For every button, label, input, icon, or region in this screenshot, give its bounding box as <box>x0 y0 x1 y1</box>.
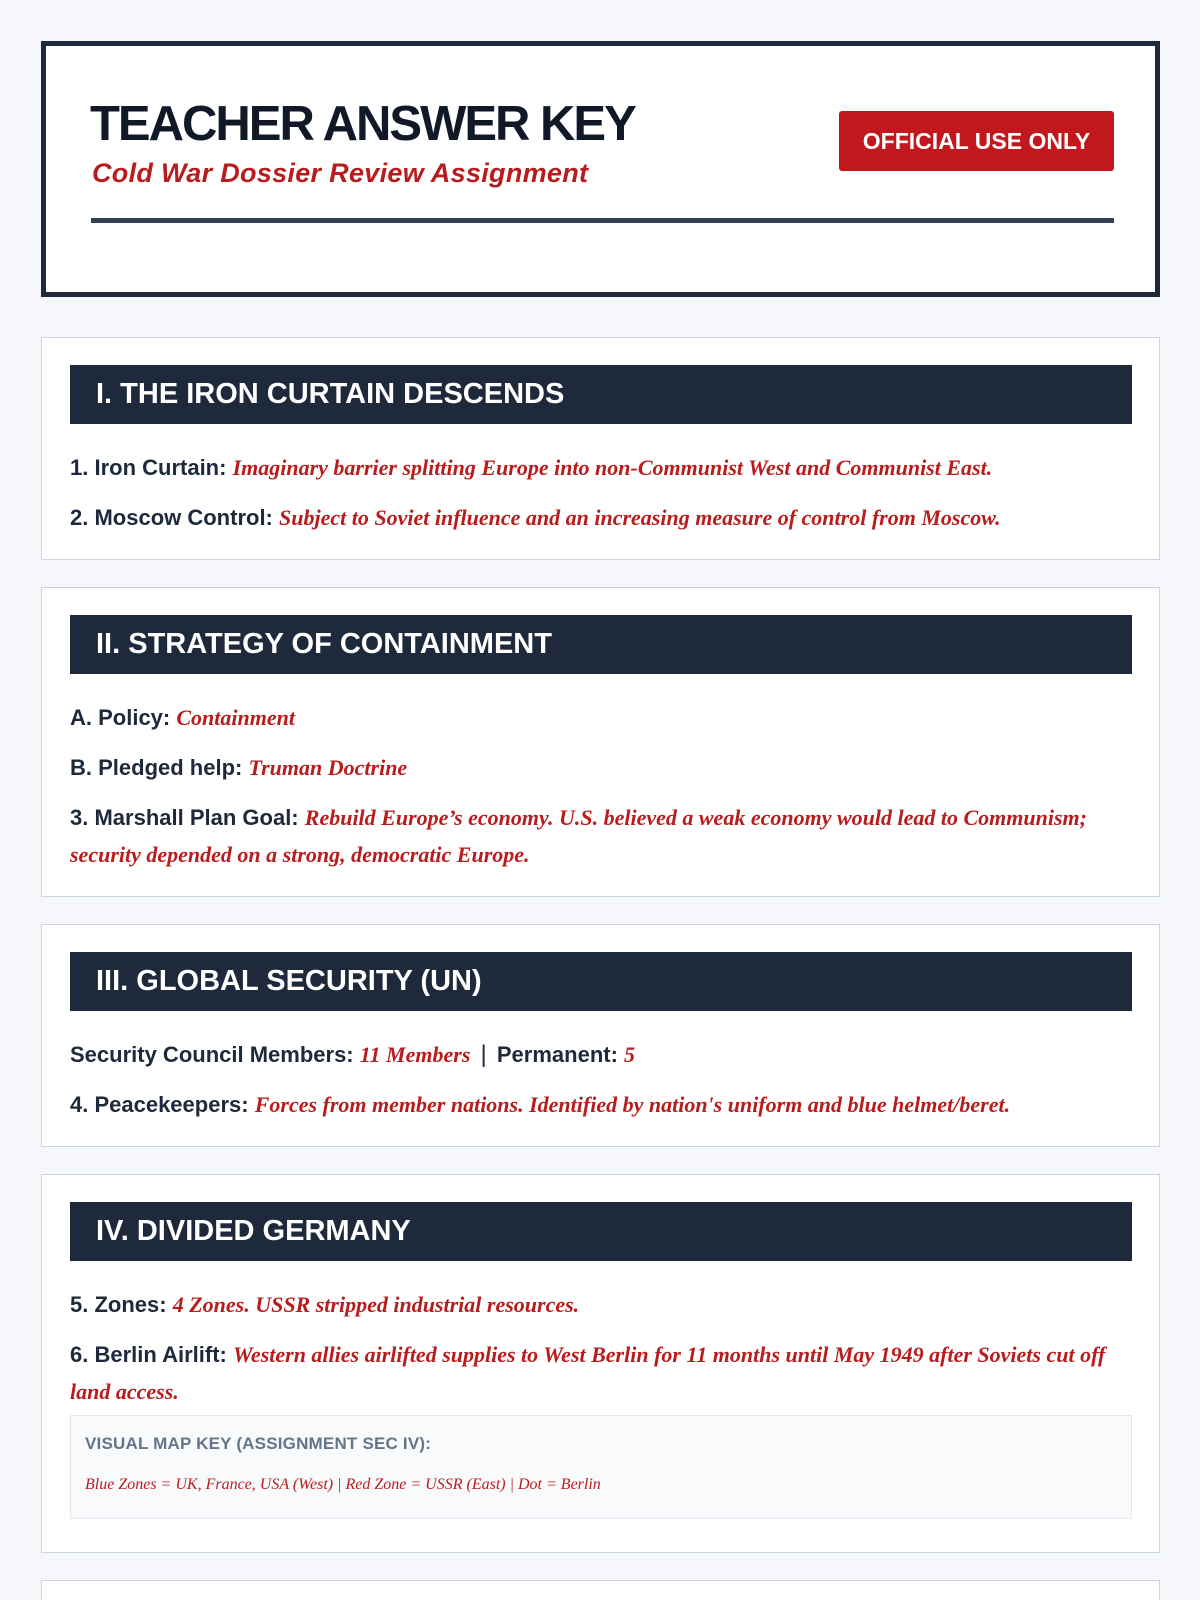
question-label: 6. Berlin Airlift: <box>70 1342 227 1367</box>
document-header <box>41 41 1160 297</box>
question-label: B. Pledged help: <box>70 755 243 780</box>
question-label: A. Policy: <box>70 705 171 730</box>
official-use-badge: OFFICIAL USE ONLY <box>839 111 1114 171</box>
map-key-title: VISUAL MAP KEY (ASSIGNMENT SEC IV): <box>85 1434 432 1453</box>
answer-text: Forces from member nations. Identified by nation's uniform and blue helmet/beret. <box>254 1092 1011 1117</box>
answer-item <box>70 1036 1130 1073</box>
answer-item <box>70 699 1130 736</box>
section-heading: IV. DIVIDED GERMANY <box>70 1202 1132 1261</box>
section-iron-curtain <box>41 337 1160 560</box>
answer-item <box>70 499 1130 536</box>
question-label: 2. Moscow Control: <box>70 505 273 530</box>
map-key-text: Blue Zones = UK, France, USA (West) | Red Zone = USSR (East) | Dot = Berlin <box>85 1476 601 1493</box>
section-heading: I. THE IRON CURTAIN DESCENDS <box>70 365 1132 424</box>
answer-text-permanent: 5 <box>624 1042 636 1067</box>
answer-text: 11 Members <box>359 1042 471 1067</box>
section-heading: II. STRATEGY OF CONTAINMENT <box>70 615 1132 674</box>
question-label: 3. Marshall Plan Goal: <box>70 805 299 830</box>
section-divided-germany <box>41 1174 1160 1553</box>
answer-item <box>70 449 1130 486</box>
answer-item <box>70 749 1130 786</box>
answer-text: Containment <box>176 705 295 730</box>
answer-text: Subject to Soviet influence and an increasing measure of control from Moscow. <box>279 505 1001 530</box>
visual-map-key <box>70 1415 1132 1519</box>
question-label: Security Council Members: <box>70 1042 354 1067</box>
header-divider <box>91 218 1114 223</box>
question-label: 1. Iron Curtain: <box>70 455 227 480</box>
section-heading: III. GLOBAL SECURITY (UN) <box>70 952 1132 1011</box>
answer-text: Truman Doctrine <box>248 755 408 780</box>
page-title: TEACHER ANSWER KEY <box>90 97 635 151</box>
answer-item <box>70 799 1130 873</box>
question-label: 4. Peacekeepers: <box>70 1092 249 1117</box>
question-label: 5. Zones: <box>70 1292 167 1317</box>
section-global-security <box>41 924 1160 1147</box>
answer-item <box>70 1336 1130 1410</box>
answer-text: Rebuild Europe’s economy. U.S. believed a weak economy would lead to Communism; security depended on a strong, democratic Europe. <box>70 805 1087 867</box>
answer-text: 4 Zones. USSR stripped industrial resources. <box>172 1292 580 1317</box>
section-containment <box>41 587 1160 897</box>
inline-separator: | <box>480 1041 487 1068</box>
answer-text: Western allies airlifted supplies to West Berlin for 11 months until May 1949 after Soviets cut off land access. <box>70 1342 1106 1404</box>
answer-item <box>70 1086 1130 1123</box>
section-next-partial <box>41 1580 1160 1600</box>
answer-item <box>70 1286 1130 1323</box>
answer-text: Imaginary barrier splitting Europe into non-Communist West and Communist East. <box>232 455 993 480</box>
question-label-permanent: Permanent: <box>496 1042 618 1067</box>
page-subtitle: Cold War Dossier Review Assignment <box>92 158 589 188</box>
